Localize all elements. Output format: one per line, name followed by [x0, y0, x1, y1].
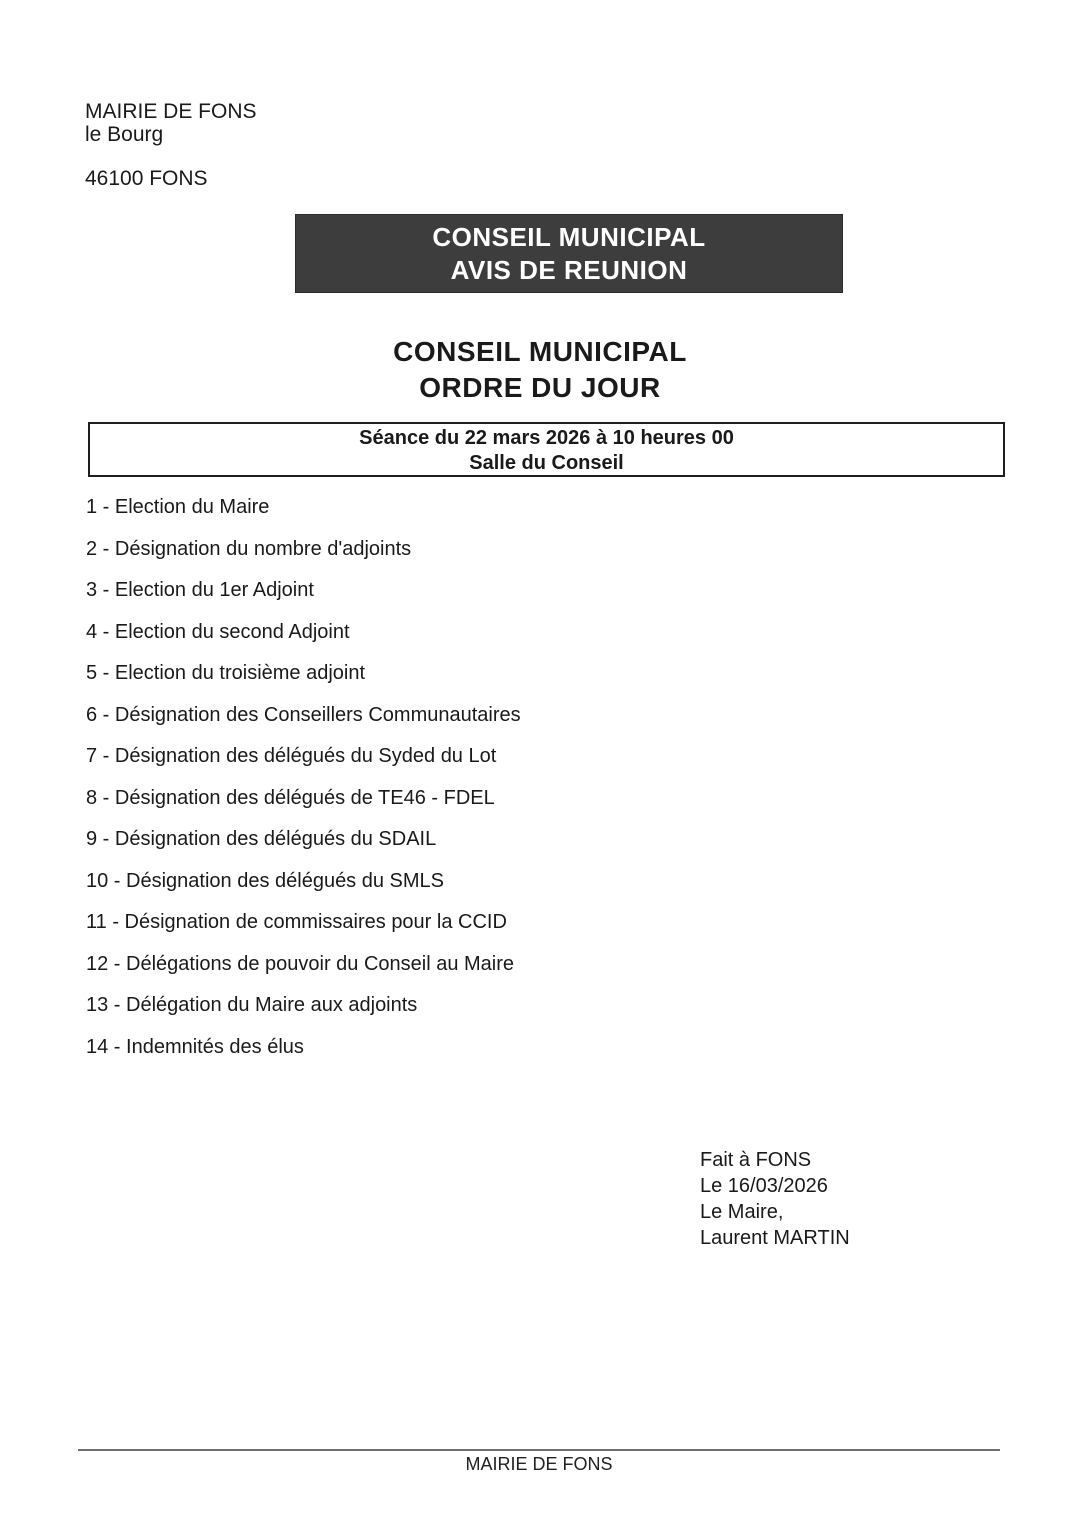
agenda-item-3: 3 - Election du 1er Adjoint	[86, 579, 314, 601]
signature-role: Le Maire,	[700, 1201, 784, 1223]
sender-address: le Bourg	[85, 123, 164, 146]
agenda-item-10: 10 - Désignation des délégués du SMLS	[86, 869, 445, 892]
sender-block	[85, 100, 257, 190]
signature-block	[700, 1147, 850, 1251]
notice-banner	[295, 214, 843, 293]
agenda-item-4: 4 - Election du second Adjoint	[86, 620, 350, 643]
agenda-item-14: 14 - Indemnités des élus	[86, 1035, 304, 1058]
footer-text: MAIRIE DE FONS	[465, 1454, 613, 1474]
agenda-item-13: 13 - Délégation du Maire aux adjoints	[86, 994, 418, 1016]
title-line1: CONSEIL MUNICIPAL	[393, 336, 687, 367]
agenda-item-5: 5 - Election du troisième adjoint	[86, 662, 366, 684]
signature-name: Laurent MARTIN	[700, 1227, 850, 1249]
signature-place: Fait à FONS	[700, 1149, 812, 1171]
banner-line2: AVIS DE REUNION	[450, 254, 688, 285]
title-line2: ORDRE DU JOUR	[419, 372, 661, 403]
page-footer	[78, 1449, 1000, 1475]
agenda-item-9: 9 - Désignation des délégués du SDAIL	[86, 828, 437, 850]
agenda-list	[86, 497, 521, 1078]
agenda-item-12: 12 - Délégations de pouvoir du Conseil au Maire	[86, 952, 515, 975]
session-location: Salle du Conseil	[469, 452, 624, 474]
document-title	[0, 334, 1080, 406]
banner-line1: CONSEIL MUNICIPAL	[432, 221, 706, 252]
sender-city: 46100 FONS	[85, 167, 208, 190]
session-box	[88, 422, 1005, 477]
agenda-item-11: 11 - Désignation de commissaires pour la CCID	[86, 911, 507, 933]
agenda-item-7: 7 - Désignation des délégués du Syded du Lot	[86, 745, 497, 767]
sender-name: MAIRIE DE FONS	[85, 100, 257, 123]
agenda-item-2: 2 - Désignation du nombre d'adjoints	[86, 537, 412, 560]
agenda-item-1: 1 - Election du Maire	[86, 496, 270, 518]
session-datetime: Séance du 22 mars 2026 à 10 heures 00	[359, 427, 734, 449]
signature-date: Le 16/03/2026	[700, 1175, 828, 1197]
agenda-item-6: 6 - Désignation des Conseillers Communautaires	[86, 703, 521, 726]
footer-divider	[78, 1449, 1000, 1451]
agenda-item-8: 8 - Désignation des délégués de TE46 - FDEL	[86, 786, 495, 809]
